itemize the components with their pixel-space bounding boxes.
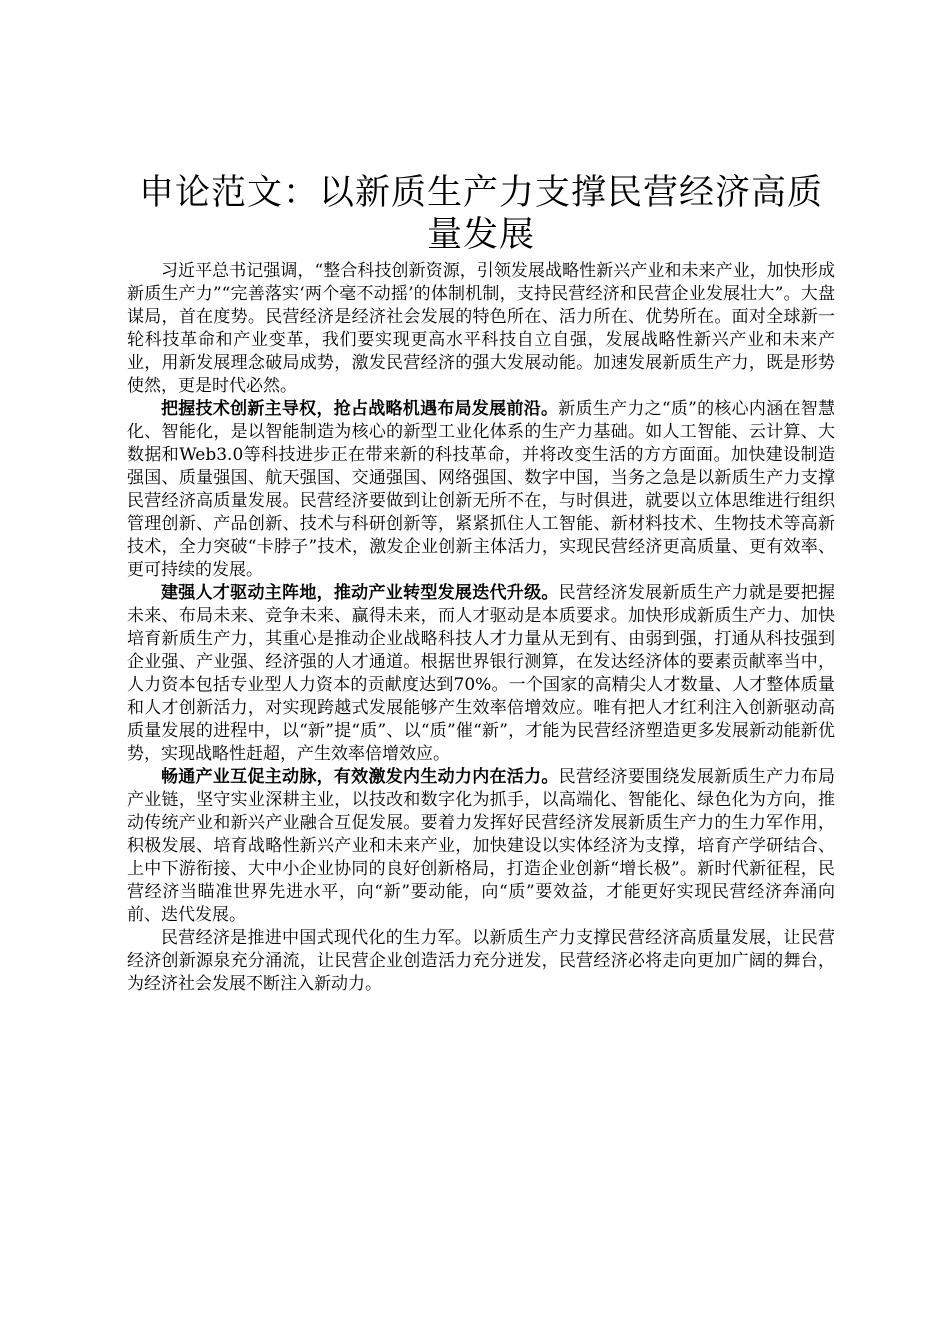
document-page <box>127 172 835 996</box>
paragraph-lead: 建强人才驱动主阵地，推动产业转型发展迭代升级。 <box>161 583 559 603</box>
page-title: 申论范文：以新质生产力支撑民营经济高质量发展 <box>138 173 823 255</box>
paragraph-text: 新质生产力之“质”的核心内涵在智慧化、智能化，是以智能制造为核心的新型工业化体系的生产力基础。如人工智能、云计算、大数据和Web3.0等科技进步正在带来新的科技革命，并将改变生活的方方面面。加快建设制造强国、质量强国、航天强国、交通强国、网络强国、数字中国，当务之急是以新质生产力支撑民营经济高质量发展。民营经济要做到让创新无所不在，与时俱进，就要以立体思维进行组织管理创新、产品创新、技术与科研创新等，紧紧抓住人工智能、新材料技术、生物技术等高新技术，全力突破“卡脖子”技术，激发企业创新主体活力，实现民营经济更高质量、更有效率、更可持续的发展。 <box>127 399 835 580</box>
paragraph-text: 民营经济发展新质生产力就是要把握未来、布局未来、竞争未来、赢得未来，而人才驱动是本质要求。加快形成新质生产力、加快培育新质生产力，其重心是推动企业战略科技人才力量从无到有、由弱到强，打通从科技强到企业强、产业强、经济强的人才通道。根据世界银行测算，在发达经济体的要素贡献率当中，人力资本包括专业型人力资本的贡献度达到70%。一个国家的高精尖人才数量、人才整体质量和人才创新活力，对实现跨越式发展能够产生效率倍增效应。唯有把人才红利注入创新驱动高质量发展的进程中，以“新”提“质”、以“质”催“新”，才能为民营经济塑造更多发展新动能新优势，实现战略性赶超，产生效率倍增效应。 <box>127 583 836 764</box>
paragraph-intro <box>127 260 835 398</box>
paragraph-text: 民营经济要围绕发展新质生产力布局产业链，坚守实业深耕主业，以技改和数字化为抓手，以高端化、智能化、绿色化为方向，推动传统产业和新兴产业融合互促发展。要着力发挥好民营经济发展新质生产力的生力军作用，积极发展、培育战略性新兴产业和未来产业，加快建设以实体经济为支撑，培育产学研结合、上中下游衔接、大中小企业协同的良好创新格局，打造企业创新“增长极”。新时代新征程，民营经济当瞄准世界先进水平，向“新”要动能，向“质”要效益，才能更好实现民营经济奔涌向前、迭代发展。 <box>127 767 836 925</box>
paragraph-conclusion <box>127 927 835 996</box>
document-body <box>127 260 835 996</box>
paragraph-industry <box>127 766 835 927</box>
paragraph-technology <box>127 398 835 582</box>
paragraph-lead: 把握技术创新主导权，抢占战略机遇布局发展前沿。 <box>161 399 559 419</box>
paragraph-talent <box>127 582 835 766</box>
paragraph-text: 习近平总书记强调，“整合科技创新资源，引领发展战略性新兴产业和未来产业，加快形成新质生产力”“完善落实‘两个毫不动摇’的体制机制，支持民营经济和民营企业发展壮大”。大盘谋局，首在度势。民营经济是经济社会发展的特色所在、活力所在、优势所在。面对全球新一轮科技革命和产业变革，我们要实现更高水平科技自立自强，发展战略性新兴产业和未来产业，用新发展理念破局成势，激发民营经济的强大发展动能。加速发展新质生产力，既是形势使然，更是时代必然。 <box>127 261 835 396</box>
paragraph-lead: 畅通产业互促主动脉，有效激发内生动力内在活力。 <box>161 767 559 787</box>
paragraph-text: 民营经济是推进中国式现代化的生力军。以新质生产力支撑民营经济高质量发展，让民营经济创新源泉充分涌流，让民营企业创造活力充分迸发，民营经济必将走向更加广阔的舞台，为经济社会发展不断注入新动力。 <box>127 928 835 994</box>
